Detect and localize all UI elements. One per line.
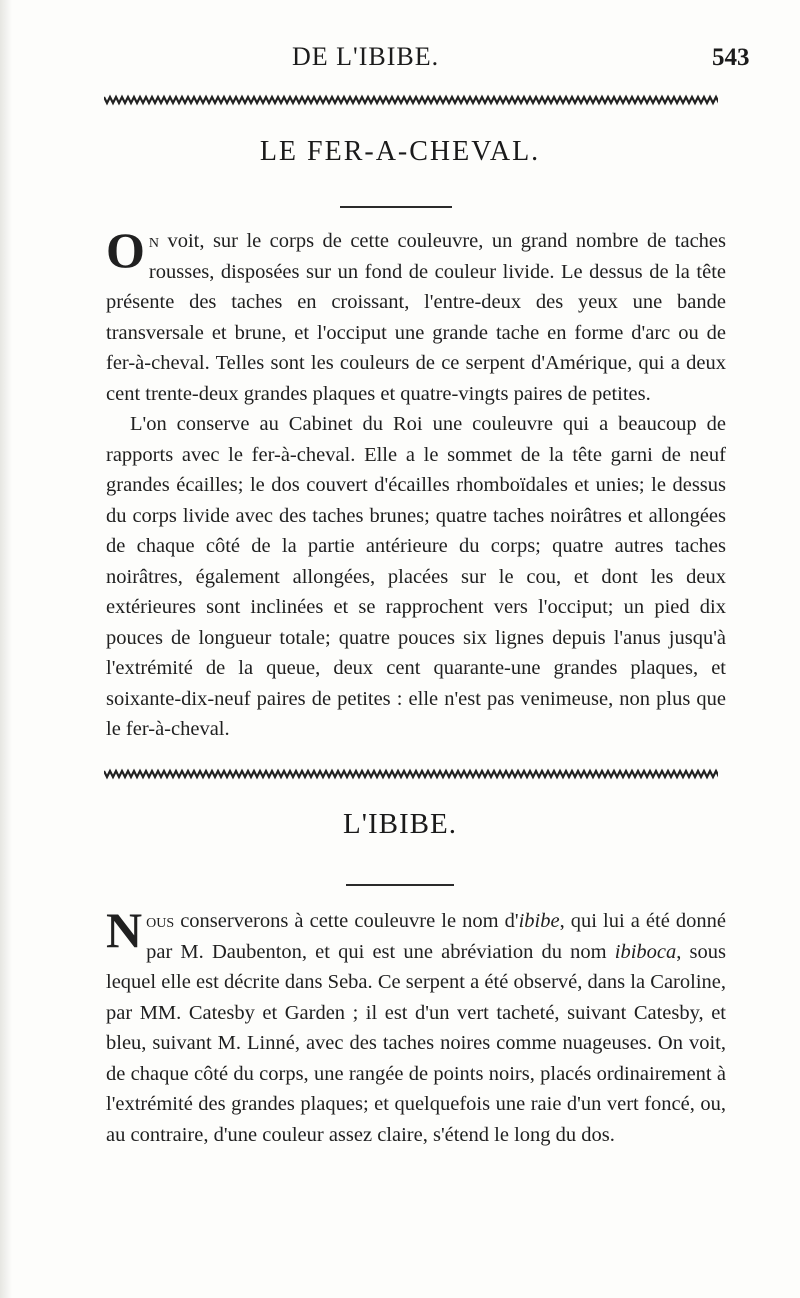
lead-word-n: n xyxy=(148,230,160,252)
paragraph-text-c: , sous lequel elle est décrite dans Seba. Ce serpent a été observé, dans la Caroline, par MM. Catesby et Garden ; il est d'un vert tacheté, suivant Catesby, et bleu, suivant M. Linné, avec des taches noires comme nuageuses. On voit, de chaque côté du corps, une rangée de points noirs, placés ordinairement à l'extrémité des grandes plaques; et quelquefois une raie d'un vert foncé, ou, au contraire, d'une couleur assez claire, s'étend le long du dos. xyxy=(106,940,726,1146)
lead-word-ous: ous xyxy=(146,910,175,932)
page-gutter-shadow xyxy=(0,0,12,1298)
section-title-fer-a-cheval: LE FER-A-CHEVAL. xyxy=(259,136,541,167)
italic-ibibe: ibibe xyxy=(518,910,560,932)
section2-body xyxy=(106,902,726,1150)
section1-body xyxy=(106,222,726,745)
paragraph-1-text: voit, sur le corps de cette couleuvre, un grand nombre de taches rousses, disposées sur un fond de couleur livide. Le dessus de la tête présente des taches en croissant, l'entre-deux des yeux une bande transversale et brune, et l'occiput une grande tache en forme d'arc ou de fer-à-cheval. Telles sont les couleurs de ce serpent d'Amérique, qui a deux cent trente-deux grandes plaques et quatre-vingts paires de petites. xyxy=(106,230,726,405)
section1-paragraph-1 xyxy=(106,222,726,409)
section2-paragraph xyxy=(106,902,726,1150)
paragraph-text-a: conserverons à cette couleuvre le nom d' xyxy=(174,910,519,932)
ornamental-rule-middle xyxy=(104,768,718,780)
ornamental-rule-top xyxy=(104,94,718,106)
title-underline-1 xyxy=(340,206,452,208)
page-number: 543 xyxy=(712,44,750,71)
title-underline-2 xyxy=(346,884,454,886)
dropcap-n: N xyxy=(106,902,143,958)
running-head xyxy=(0,42,800,76)
section-title-ibibe: L'IBIBE. xyxy=(343,808,457,840)
section1-paragraph-2: L'on conserve au Cabinet du Roi une couleuvre qui a beaucoup de rapports avec le fer-à-cheval. Elle a le sommet de la tête garni de neuf grandes écailles; le dos couvert d'écailles rhomboïdales et unies; le dessus du corps livide avec des taches brunes; quatre taches noirâtres et allongées de chaque côté de la partie antérieure du corps; quatre autres taches noirâtres, également allongées, placées sur le cou, et dont les deux extérieures sont inclinées et se rapprochent vers l'occiput; un pied dix pouces de longueur totale; quatre pouces six lignes depuis l'anus jusqu'à l'extrémité de la queue, deux cent quarante-une grandes plaques, et soixante-dix-neuf paires de petites : elle n'est pas venimeuse, non plus que le fer-à-cheval. xyxy=(106,413,726,740)
running-title: DE L'IBIBE. xyxy=(292,42,440,71)
dropcap-o: O xyxy=(106,222,145,278)
paragraph-text-b: , qui lui a été donné par M. Daubenton, et qui est une abréviation du nom xyxy=(146,910,726,963)
italic-ibiboca: ibiboca xyxy=(614,940,677,963)
